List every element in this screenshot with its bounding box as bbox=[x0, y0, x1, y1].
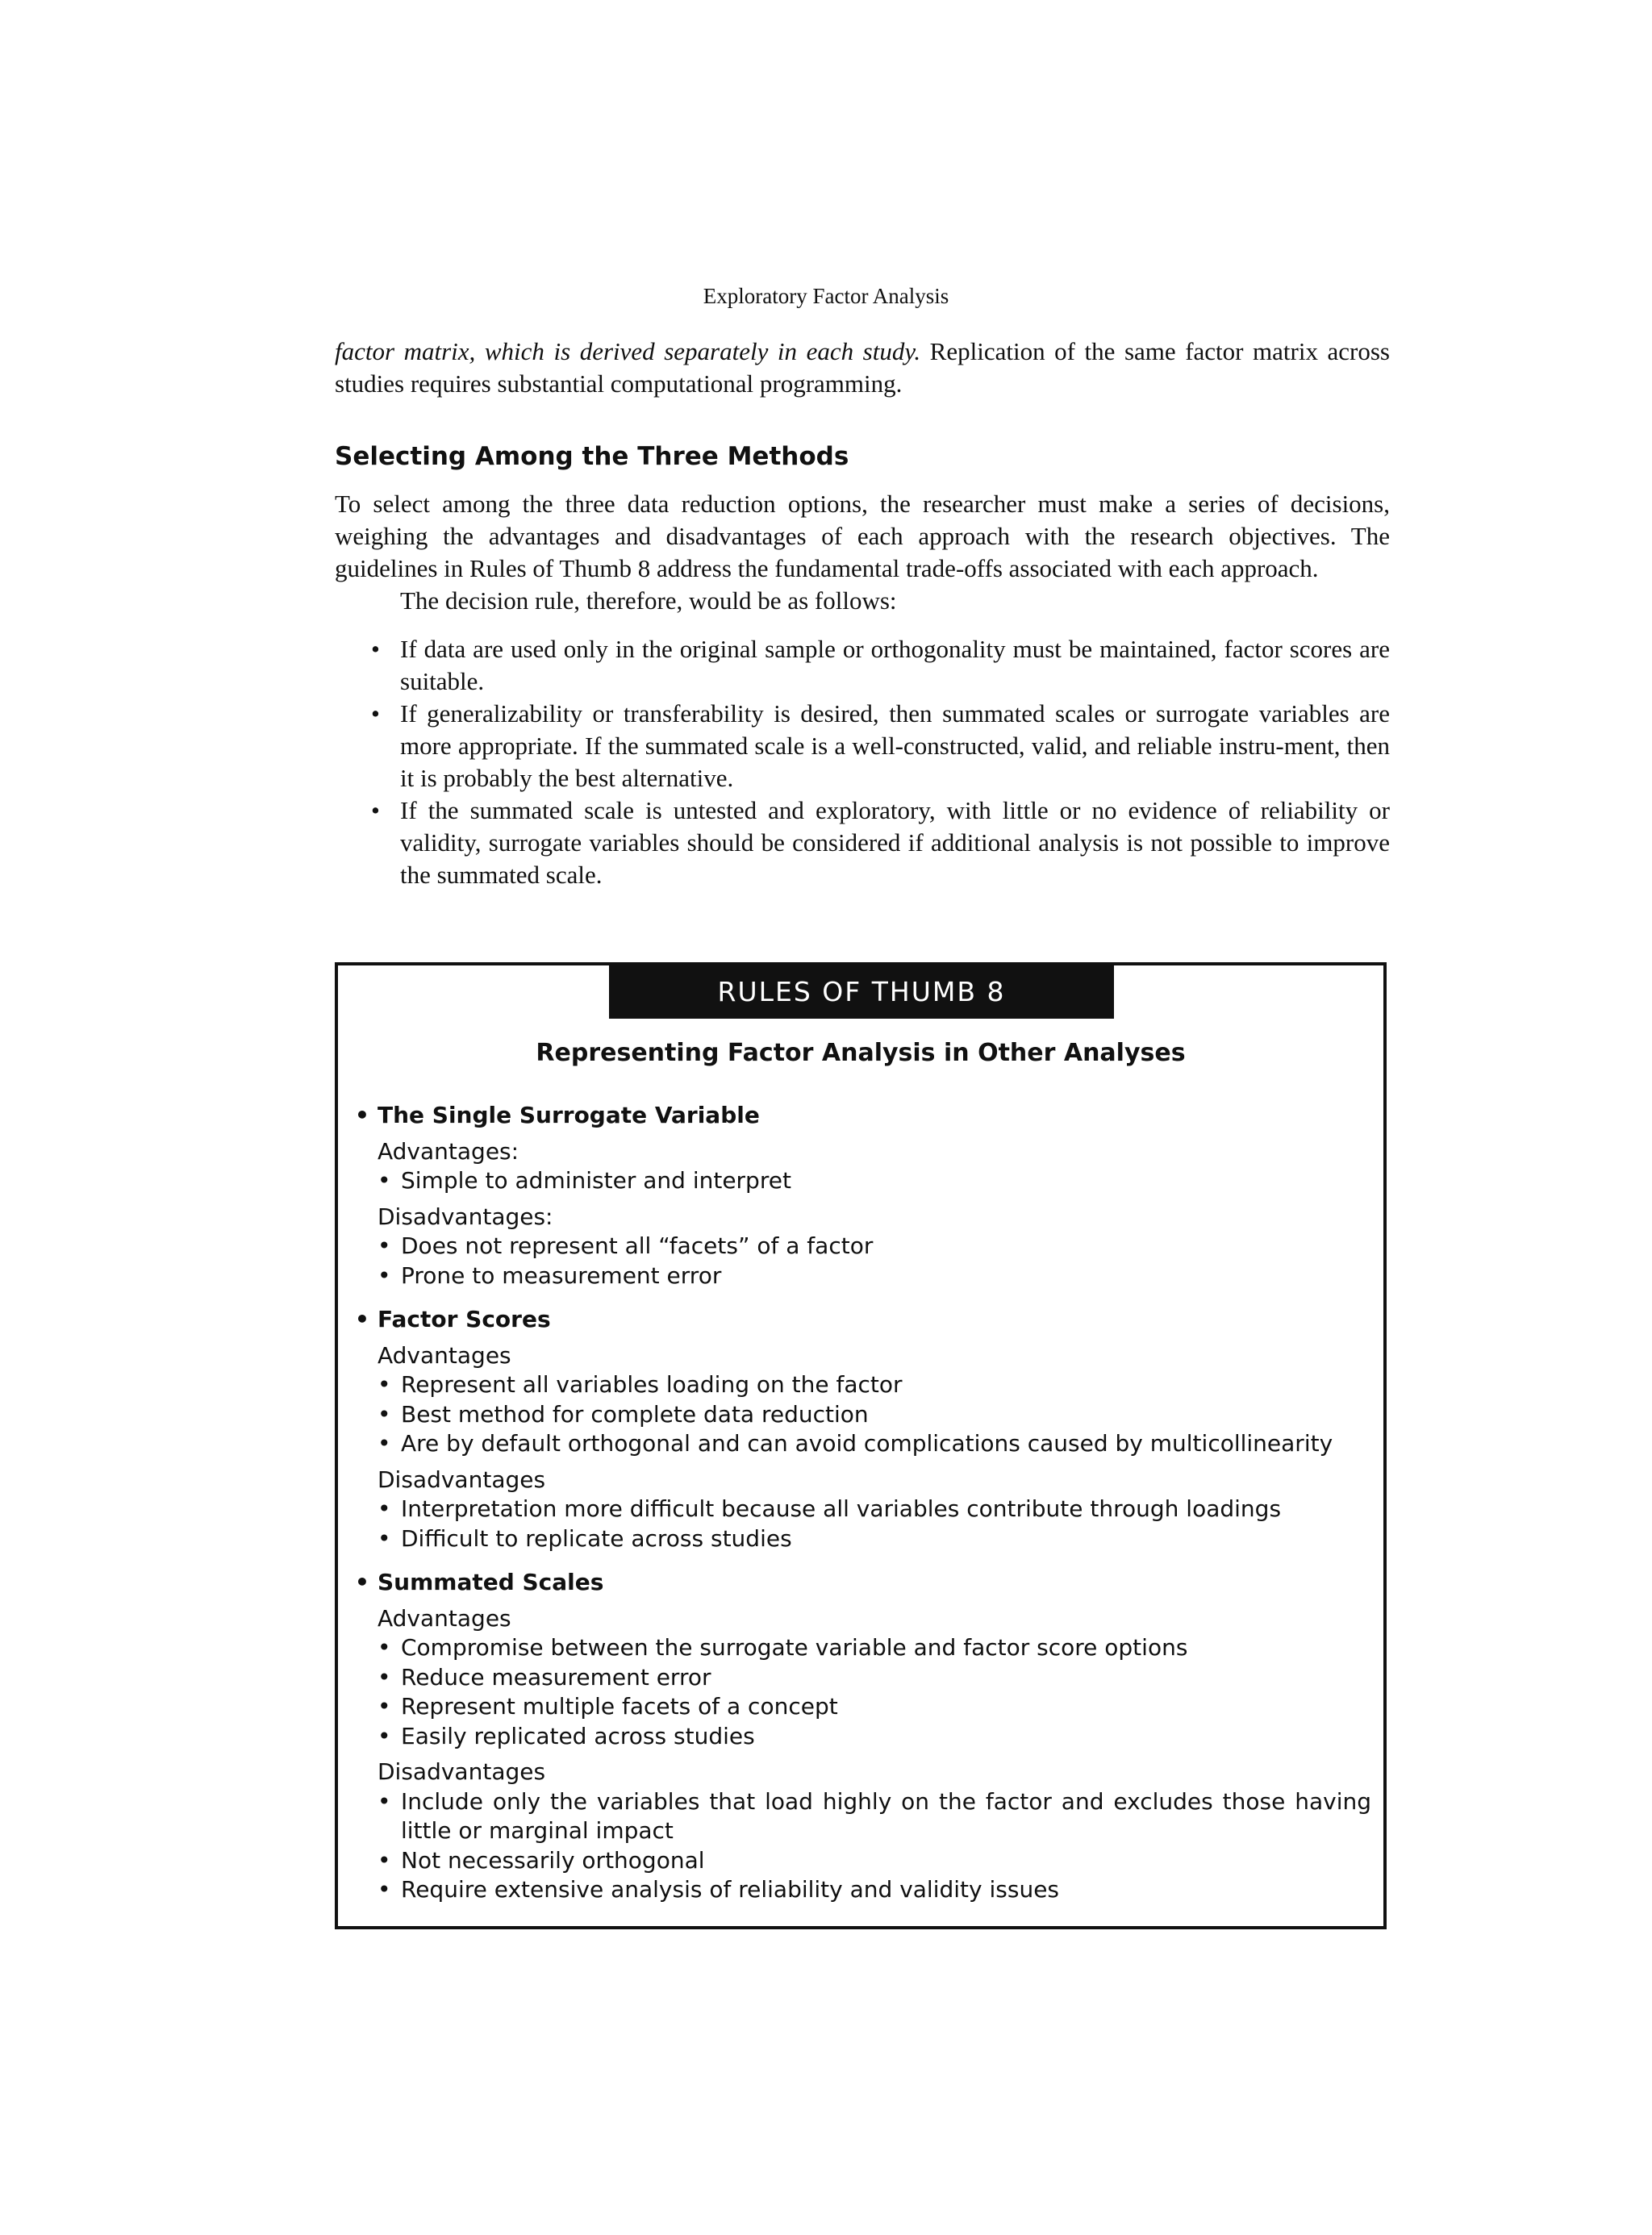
decision-rule-item bbox=[371, 698, 1390, 794]
advantage-text: Reduce measurement error bbox=[401, 1663, 711, 1691]
rot-section-heading-text: Summated Scales bbox=[378, 1569, 604, 1595]
advantage-item bbox=[355, 1166, 1371, 1196]
bullet-icon: • bbox=[378, 1663, 391, 1691]
disadvantage-text: Not necessarily orthogonal bbox=[401, 1846, 705, 1874]
disadvantage-item bbox=[355, 1846, 1371, 1876]
disadvantage-item bbox=[355, 1787, 1371, 1846]
bullet-icon: • bbox=[371, 699, 380, 728]
bullet-icon: • bbox=[378, 1400, 391, 1428]
decision-rule-text: If data are used only in the original sample or orthogonality must be maintained, factor scores are suitable. bbox=[400, 635, 1390, 695]
disadvantage-text: Does not represent all “facets” of a factor bbox=[401, 1232, 874, 1259]
bullet-icon: • bbox=[378, 1430, 391, 1457]
advantages-label: Advantages: bbox=[378, 1137, 519, 1165]
rot-disadvantages-group bbox=[355, 1758, 1371, 1905]
disadvantage-item bbox=[355, 1232, 1371, 1261]
rot-section-heading bbox=[355, 1101, 1371, 1131]
advantage-text: Compromise between the surrogate variable and factor score options bbox=[401, 1634, 1188, 1661]
paragraph-intro bbox=[335, 336, 1390, 400]
rot-disadvantages-group bbox=[355, 1203, 1371, 1291]
bullet-icon: • bbox=[378, 1167, 391, 1194]
bullet-icon: • bbox=[355, 1569, 369, 1595]
disadvantage-item bbox=[355, 1875, 1371, 1905]
decision-rule-text: If generalizability or transferability is desired, then summated scales or surrogate variables are more appropriate. If the summated scale is a well-constructed, valid, and reliable instru-ment, then it is probably the best alternative. bbox=[400, 699, 1390, 792]
bullet-icon: • bbox=[378, 1846, 391, 1874]
disadvantage-text: Difficult to replicate across studies bbox=[401, 1524, 792, 1552]
bullet-icon: • bbox=[378, 1524, 391, 1552]
bullet-icon: • bbox=[378, 1876, 391, 1903]
advantage-text: Are by default orthogonal and can avoid complications caused by multicollinearity bbox=[401, 1430, 1333, 1457]
advantage-item bbox=[355, 1633, 1371, 1663]
advantage-item bbox=[355, 1692, 1371, 1722]
decision-rule-list bbox=[371, 633, 1390, 891]
advantages-label: Advantages bbox=[378, 1604, 511, 1632]
bullet-icon: • bbox=[378, 1722, 391, 1749]
decision-rule-text: If the summated scale is untested and exploratory, with little or no evidence of reliability or validity, surrogate variables should be considered if additional analysis is not possible to improve the summated scale. bbox=[400, 796, 1390, 889]
rules-of-thumb-title: Representing Factor Analysis in Other Analyses bbox=[536, 1039, 1186, 1067]
paragraph-intro-rest: Replication of the same factor matrix across studies requires substantial computational programming. bbox=[335, 337, 1390, 398]
disadvantages-label: Disadvantages bbox=[378, 1758, 546, 1785]
rot-section-heading bbox=[355, 1568, 1371, 1598]
disadvantage-text: Include only the variables that load highly on the factor and excludes those having little or marginal impact bbox=[401, 1787, 1371, 1844]
decision-rule-item bbox=[371, 794, 1390, 891]
advantage-text: Represent multiple facets of a concept bbox=[401, 1693, 838, 1720]
bullet-icon: • bbox=[378, 1787, 391, 1815]
bullet-icon: • bbox=[371, 635, 380, 663]
rot-section-surrogate-variable bbox=[355, 1101, 1371, 1291]
bullet-icon: • bbox=[378, 1693, 391, 1720]
advantage-item bbox=[355, 1370, 1371, 1400]
rot-section-summated-scales bbox=[355, 1568, 1371, 1905]
paragraph-decision-rule: The decision rule, therefore, would be as follows: bbox=[400, 586, 897, 615]
rules-of-thumb-content bbox=[355, 1101, 1371, 1920]
advantage-text: Easily replicated across studies bbox=[401, 1722, 755, 1749]
paragraph-selecting: To select among the three data reduction options, the researcher must make a series of decisions, weighing the advantages and disadvantages of each approach with the research objectives. The guidelines in Rules of Thumb 8 address the fundamental trade-offs associated with each approach. bbox=[335, 490, 1390, 582]
advantage-item bbox=[355, 1663, 1371, 1693]
advantage-text: Simple to administer and interpret bbox=[401, 1167, 791, 1194]
advantage-item bbox=[355, 1429, 1371, 1459]
bullet-icon: • bbox=[355, 1306, 369, 1332]
rot-disadvantages-group bbox=[355, 1466, 1371, 1554]
bullet-icon: • bbox=[355, 1102, 369, 1128]
bullet-icon: • bbox=[371, 796, 380, 824]
bullet-icon: • bbox=[378, 1232, 391, 1259]
disadvantages-label: Disadvantages: bbox=[378, 1203, 553, 1230]
rot-section-heading-text: Factor Scores bbox=[378, 1306, 551, 1332]
disadvantage-item bbox=[355, 1524, 1371, 1554]
rot-advantages-group bbox=[355, 1137, 1371, 1196]
advantages-label: Advantages bbox=[378, 1341, 511, 1369]
rot-section-factor-scores bbox=[355, 1305, 1371, 1553]
advantage-text: Represent all variables loading on the factor bbox=[401, 1371, 903, 1398]
bullet-icon: • bbox=[378, 1495, 391, 1522]
disadvantage-item bbox=[355, 1261, 1371, 1291]
paragraph-intro-italic: factor matrix, which is derived separately in each study. bbox=[335, 337, 921, 365]
section-heading: Selecting Among the Three Methods bbox=[335, 442, 849, 471]
disadvantage-text: Prone to measurement error bbox=[401, 1261, 722, 1289]
running-head: Exploratory Factor Analysis bbox=[703, 284, 949, 308]
disadvantages-label: Disadvantages bbox=[378, 1466, 546, 1493]
rot-section-heading bbox=[355, 1305, 1371, 1335]
bullet-icon: • bbox=[378, 1371, 391, 1398]
decision-rule-item bbox=[371, 633, 1390, 698]
advantage-item bbox=[355, 1400, 1371, 1430]
rot-advantages-group bbox=[355, 1341, 1371, 1459]
disadvantage-text: Interpretation more difficult because all variables contribute through loadings bbox=[401, 1495, 1282, 1522]
rot-section-heading-text: The Single Surrogate Variable bbox=[378, 1102, 760, 1128]
advantage-text: Best method for complete data reduction bbox=[401, 1400, 869, 1428]
disadvantage-text: Require extensive analysis of reliability and validity issues bbox=[401, 1876, 1060, 1903]
disadvantage-item bbox=[355, 1495, 1371, 1524]
rules-of-thumb-banner: RULES OF THUMB 8 bbox=[609, 965, 1114, 1019]
bullet-icon: • bbox=[378, 1634, 391, 1661]
advantage-item bbox=[355, 1722, 1371, 1752]
rot-advantages-group bbox=[355, 1604, 1371, 1752]
bullet-icon: • bbox=[378, 1261, 391, 1289]
